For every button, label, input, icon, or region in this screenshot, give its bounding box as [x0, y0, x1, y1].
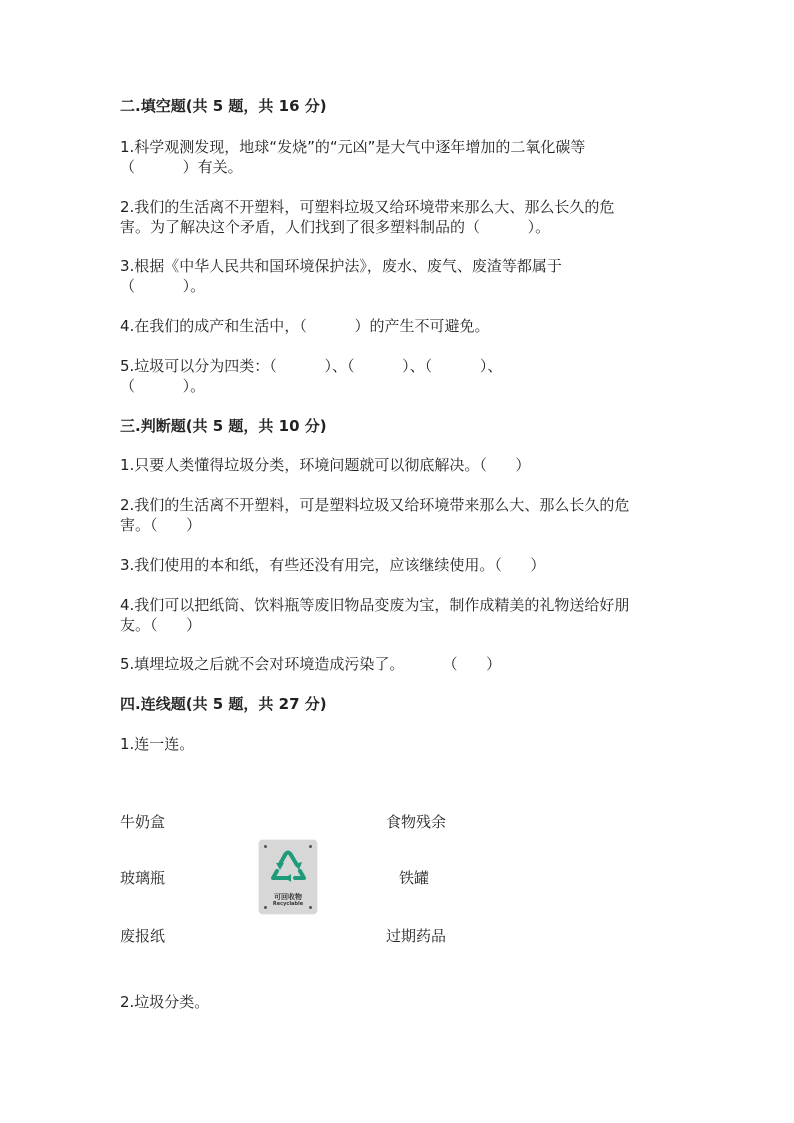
- section3-title: 三.判断题(共 5 题，共 10 分): [120, 417, 327, 435]
- right-item-expired-medicine: 过期药品: [386, 927, 447, 945]
- left-item-newspaper: 废报纸: [120, 927, 166, 945]
- recycle-icon: [265, 846, 311, 890]
- match-q2: 2.垃圾分类。: [120, 993, 210, 1011]
- fill-q3-line2: （ ）。: [120, 277, 206, 295]
- right-item-food-waste: 食物残余: [386, 813, 447, 831]
- judge-q1: 1.只要人类懂得垃圾分类，环境问题就可以彻底解决。（ ）: [120, 456, 531, 474]
- judge-q5: 5.填埋垃圾之后就不会对环境造成污染了。 （ ）: [120, 655, 502, 673]
- section4-title: 四.连线题(共 5 题，共 27 分): [120, 695, 327, 713]
- fill-q1-line1: 1.科学观测发现，地球“发烧”的“元凶”是大气中逐年增加的二氧化碳等: [120, 138, 586, 156]
- judge-q4-line2: 友。（ ）: [120, 616, 202, 634]
- fill-q5-line1: 5.垃圾可以分为四类：（ ）、（ ）、（ ）、: [120, 357, 503, 375]
- right-item-iron-can: 铁罐: [399, 869, 430, 887]
- judge-q4-line1: 4.我们可以把纸筒、饮料瓶等废旧物品变废为宝，制作成精美的礼物送给好朋: [120, 596, 630, 614]
- left-item-glass-bottle: 玻璃瓶: [120, 869, 166, 887]
- judge-q2-line1: 2.我们的生活离不开塑料，可是塑料垃圾又给环境带来那么大、那么长久的危: [120, 496, 630, 514]
- fill-q4: 4.在我们的成产和生活中，（ ）的产生不可避免。: [120, 317, 490, 335]
- sign-label-cn: 可回收物: [274, 893, 302, 901]
- left-item-milk-carton: 牛奶盒: [120, 813, 166, 831]
- fill-q1-line2: （ ）有关。: [120, 158, 243, 176]
- fill-q2-line2: 害。为了解决这个矛盾，人们找到了很多塑料制品的（ ）。: [120, 218, 551, 236]
- fill-q5-line2: （ ）。: [120, 377, 206, 395]
- judge-q3: 3.我们使用的本和纸，有些还没有用完，应该继续使用。（ ）: [120, 556, 546, 574]
- fill-q2-line1: 2.我们的生活离不开塑料，可塑料垃圾又给环境带来那么大、那么长久的危: [120, 198, 615, 216]
- sign-label-en: Recyclable: [272, 901, 304, 907]
- judge-q2-line2: 害。（ ）: [120, 516, 202, 534]
- match-q1: 1.连一连。: [120, 735, 195, 753]
- section2-title: 二.填空题(共 5 题，共 16 分): [120, 97, 327, 115]
- recyclable-sign: [259, 840, 317, 914]
- fill-q3-line1: 3.根据《中华人民共和国环境保护法》，废水、废气、废渣等都属于: [120, 257, 562, 275]
